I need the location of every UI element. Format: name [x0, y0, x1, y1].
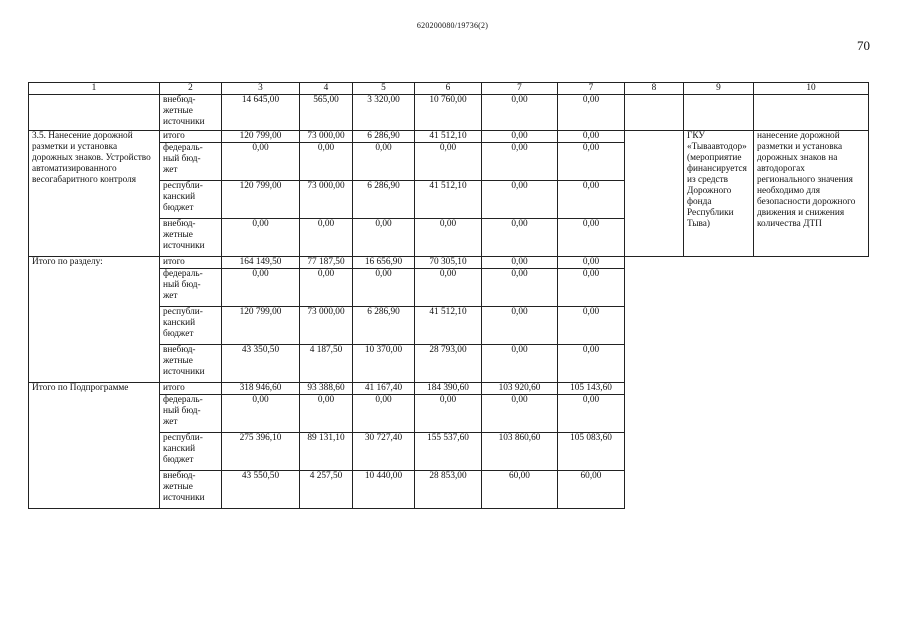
source-label: федераль- ный бюд- жет [160, 143, 222, 181]
value-cell: 565,00 [300, 95, 353, 131]
table-row [29, 257, 869, 269]
value-cell: 0,00 [482, 143, 558, 181]
value-cell: 0,00 [222, 143, 300, 181]
source-label: итого [160, 131, 222, 143]
value-cell: 0,00 [482, 269, 558, 307]
value-cell: 0,00 [222, 395, 300, 433]
value-cell: 0,00 [482, 257, 558, 269]
value-cell: 0,00 [558, 131, 625, 143]
value-cell: 184 390,60 [415, 383, 482, 395]
value-cell: 0,00 [558, 307, 625, 345]
source-label: республи- канский бюджет [160, 307, 222, 345]
header-cell: 10 [754, 83, 869, 95]
value-cell: 0,00 [558, 143, 625, 181]
value-cell: 73 000,00 [300, 131, 353, 143]
value-cell: 41 512,10 [415, 181, 482, 219]
section-title: Итого по Подпрограмме [29, 383, 160, 509]
header-cell: 4 [300, 83, 353, 95]
value-cell: 10 440,00 [353, 471, 415, 509]
value-cell: 0,00 [558, 269, 625, 307]
value-cell: 28 853,00 [415, 471, 482, 509]
header-cell: 7 [558, 83, 625, 95]
value-cell: 4 187,50 [300, 345, 353, 383]
value-cell: 10 370,00 [353, 345, 415, 383]
value-cell: 0,00 [415, 269, 482, 307]
executor-cell: ГКУ «Тываавтодор» (мероприятие финансируется из средств Дорожного фонда Республики Тыва) [684, 131, 754, 257]
value-cell: 43 350,50 [222, 345, 300, 383]
value-cell: 275 396,10 [222, 433, 300, 471]
value-cell: 0,00 [415, 143, 482, 181]
value-cell: 0,00 [482, 395, 558, 433]
header-cell: 8 [625, 83, 684, 95]
blank-cell [754, 95, 869, 131]
value-cell: 28 793,00 [415, 345, 482, 383]
value-cell: 0,00 [415, 219, 482, 257]
value-cell: 41 167,40 [353, 383, 415, 395]
source-label: республи- канский бюджет [160, 433, 222, 471]
source-label: республи- канский бюджет [160, 181, 222, 219]
value-cell: 120 799,00 [222, 181, 300, 219]
value-cell: 73 000,00 [300, 307, 353, 345]
header-cell: 6 [415, 83, 482, 95]
value-cell: 14 645,00 [222, 95, 300, 131]
source-label: итого [160, 257, 222, 269]
value-cell: 0,00 [558, 95, 625, 131]
source-label: федераль- ный бюд- жет [160, 269, 222, 307]
header-cell: 1 [29, 83, 160, 95]
value-cell: 0,00 [558, 345, 625, 383]
value-cell: 73 000,00 [300, 181, 353, 219]
value-cell: 30 727,40 [353, 433, 415, 471]
header-cell: 2 [160, 83, 222, 95]
value-cell: 60,00 [558, 471, 625, 509]
header-cell: 9 [684, 83, 754, 95]
value-cell: 0,00 [558, 395, 625, 433]
value-cell: 6 286,90 [353, 131, 415, 143]
budget-table [28, 82, 869, 509]
value-cell: 105 143,60 [558, 383, 625, 395]
value-cell: 16 656,90 [353, 257, 415, 269]
section-title: 3.5. Нанесение дорожной разметки и установка дорожных знаков. Устройство автоматизированного весогабаритного контроля [29, 131, 160, 257]
table-row [29, 383, 869, 395]
source-label: внебюд- жетные источники [160, 345, 222, 383]
value-cell: 155 537,60 [415, 433, 482, 471]
blank-cell [625, 95, 684, 131]
table-row [29, 95, 869, 131]
value-cell: 43 550,50 [222, 471, 300, 509]
source-label: итого [160, 383, 222, 395]
value-cell: 103 860,60 [482, 433, 558, 471]
value-cell: 3 320,00 [353, 95, 415, 131]
value-cell: 0,00 [482, 181, 558, 219]
value-cell: 77 187,50 [300, 257, 353, 269]
value-cell: 164 149,50 [222, 257, 300, 269]
value-cell: 0,00 [300, 269, 353, 307]
source-label: внебюд- жетные источники [160, 95, 222, 131]
value-cell: 0,00 [353, 143, 415, 181]
value-cell: 0,00 [482, 345, 558, 383]
value-cell: 120 799,00 [222, 131, 300, 143]
value-cell: 0,00 [482, 131, 558, 143]
value-cell: 0,00 [482, 95, 558, 131]
source-label: внебюд- жетные источники [160, 471, 222, 509]
page-number: 70 [857, 38, 870, 53]
value-cell: 0,00 [482, 307, 558, 345]
value-cell: 0,00 [222, 219, 300, 257]
result-cell: нанесение дорожной разметки и установка дорожных знаков на автодорогах регионального значения необходимо для безопасности дорожного движения и снижения количества ДТП [754, 131, 869, 257]
value-cell: 0,00 [353, 219, 415, 257]
value-cell: 41 512,10 [415, 307, 482, 345]
value-cell: 0,00 [558, 181, 625, 219]
blank-cell [625, 131, 684, 257]
blank-cell [29, 95, 160, 131]
value-cell: 0,00 [222, 269, 300, 307]
value-cell: 0,00 [353, 395, 415, 433]
value-cell: 0,00 [415, 395, 482, 433]
header-cell: 5 [353, 83, 415, 95]
value-cell: 93 388,60 [300, 383, 353, 395]
value-cell: 70 305,10 [415, 257, 482, 269]
blank-cell [684, 95, 754, 131]
source-label: федераль- ный бюд- жет [160, 395, 222, 433]
value-cell: 318 946,60 [222, 383, 300, 395]
source-label: внебюд- жетные источники [160, 219, 222, 257]
value-cell: 0,00 [558, 219, 625, 257]
value-cell: 6 286,90 [353, 307, 415, 345]
value-cell: 4 257,50 [300, 471, 353, 509]
table-row [29, 131, 869, 143]
value-cell: 0,00 [482, 219, 558, 257]
value-cell: 0,00 [353, 269, 415, 307]
value-cell: 0,00 [300, 395, 353, 433]
value-cell: 0,00 [300, 143, 353, 181]
value-cell: 120 799,00 [222, 307, 300, 345]
value-cell: 0,00 [300, 219, 353, 257]
value-cell: 10 760,00 [415, 95, 482, 131]
document-id: 620200080/19736(2) [416, 21, 489, 30]
header-cell: 3 [222, 83, 300, 95]
value-cell: 105 083,60 [558, 433, 625, 471]
empty-area [625, 383, 869, 509]
value-cell: 0,00 [558, 257, 625, 269]
section-title: Итого по разделу: [29, 257, 160, 383]
value-cell: 103 920,60 [482, 383, 558, 395]
value-cell: 89 131,10 [300, 433, 353, 471]
value-cell: 41 512,10 [415, 131, 482, 143]
header-cell: 7 [482, 83, 558, 95]
value-cell: 60,00 [482, 471, 558, 509]
empty-area [625, 257, 869, 383]
header-row [29, 83, 869, 95]
value-cell: 6 286,90 [353, 181, 415, 219]
